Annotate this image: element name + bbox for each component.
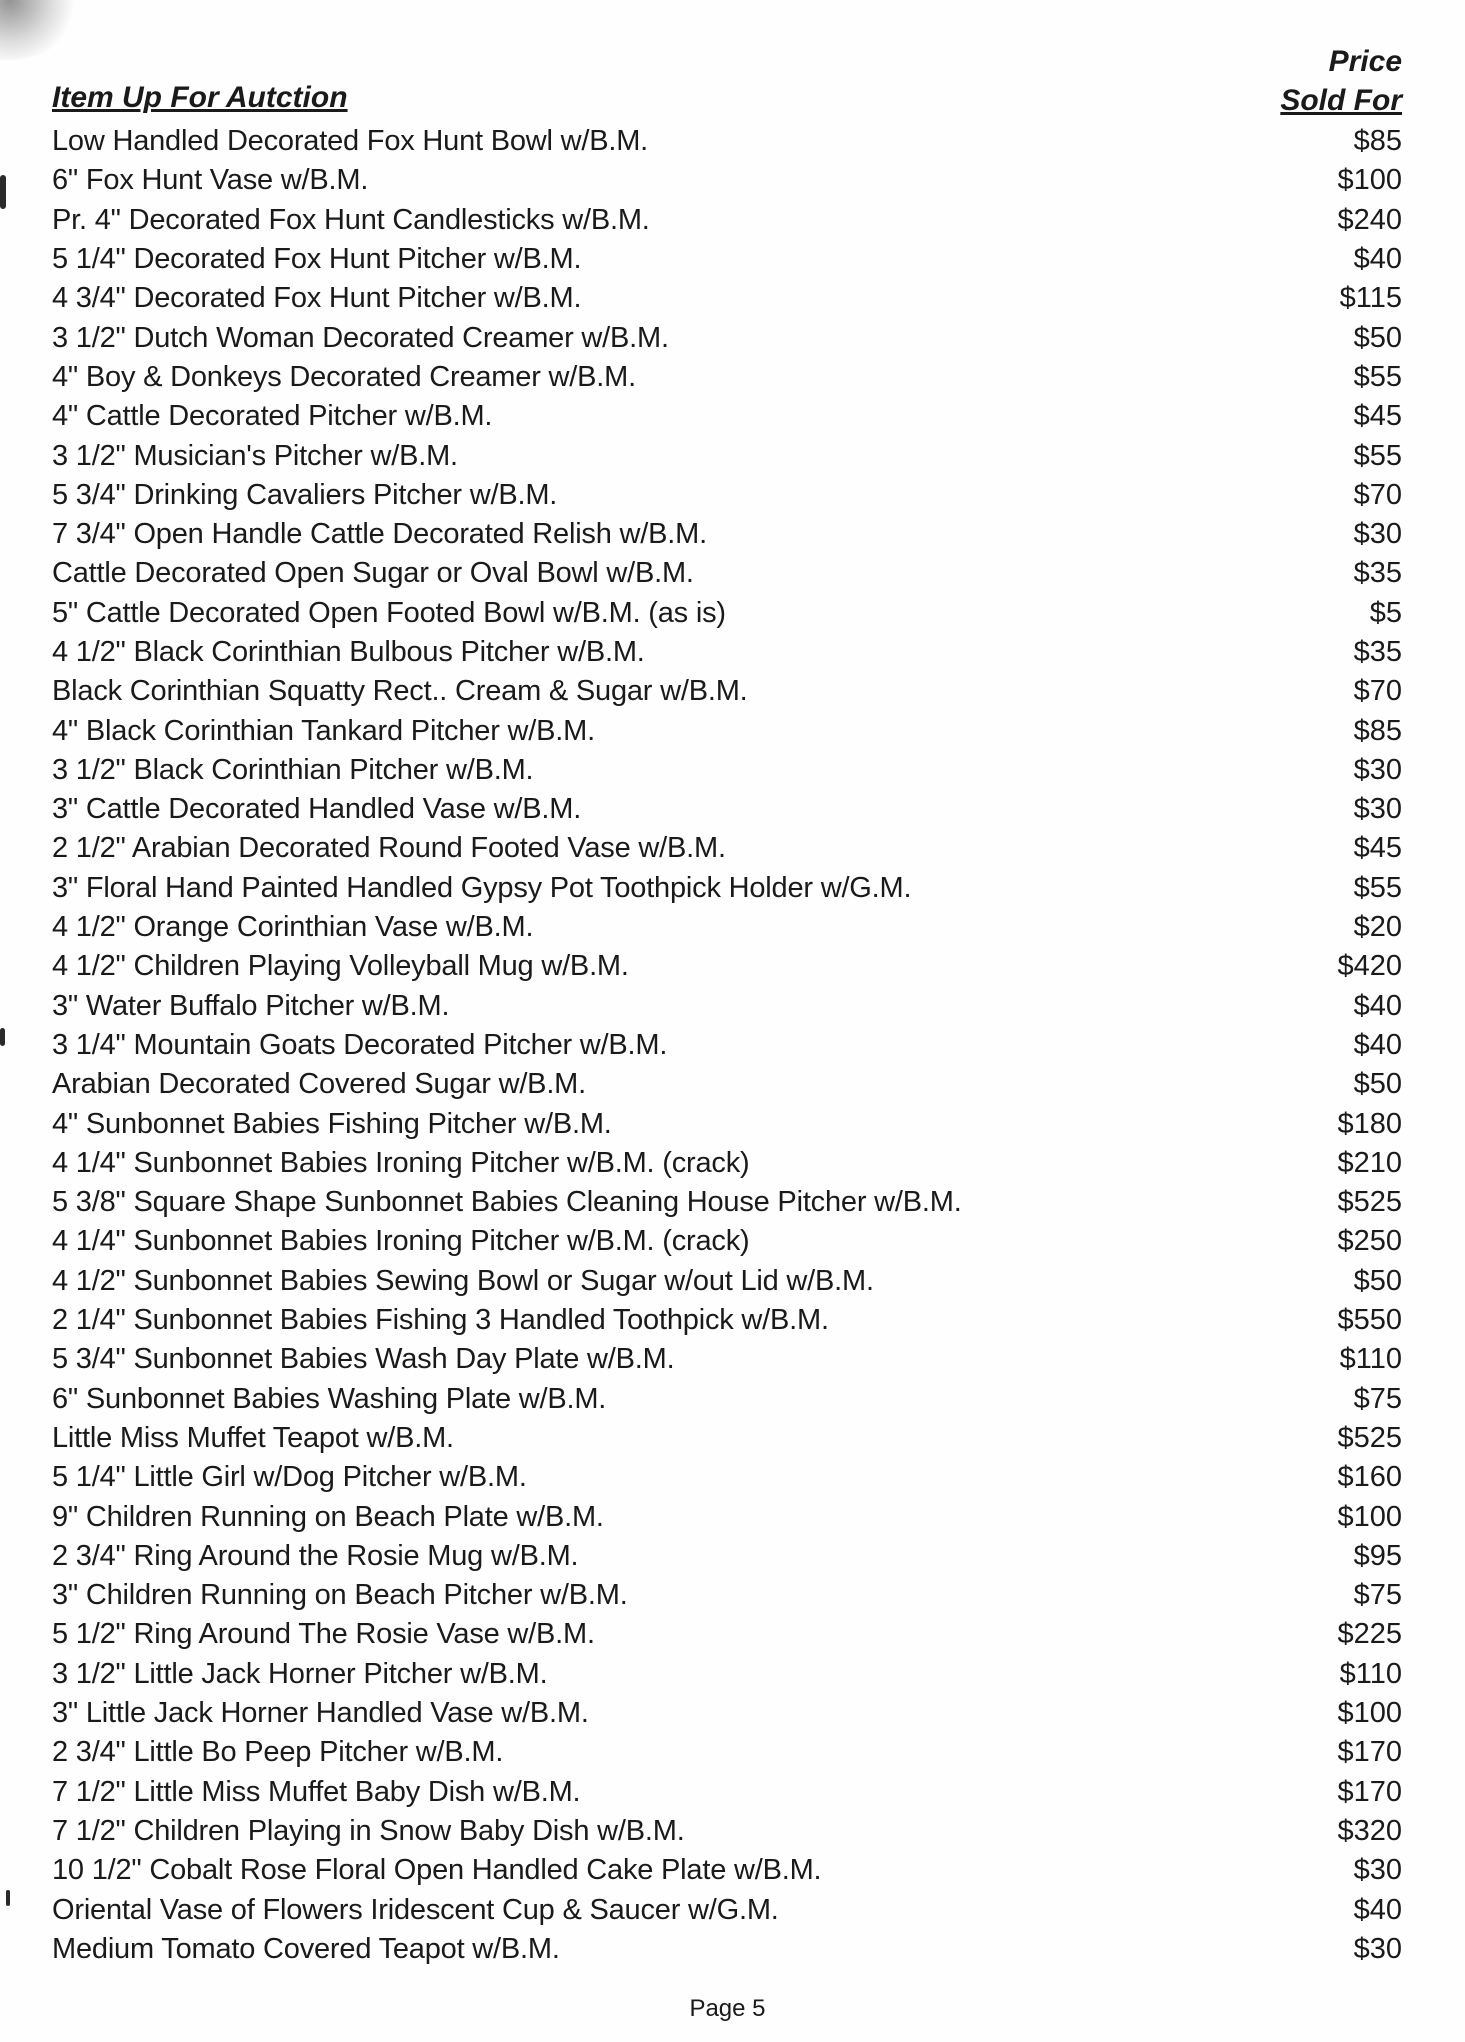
item-price: $210 — [1337, 1146, 1402, 1179]
item-price: $40 — [1353, 1893, 1402, 1926]
item-price: $115 — [1339, 282, 1402, 315]
item-description: Cattle Decorated Open Sugar or Oval Bowl w/B.M. — [52, 557, 694, 590]
item-price: $240 — [1337, 203, 1402, 236]
table-row — [52, 1222, 1402, 1261]
auction-item-list — [52, 122, 1402, 1969]
item-description: 4 3/4" Decorated Fox Hunt Pitcher w/B.M. — [52, 282, 582, 315]
item-price: $75 — [1353, 1382, 1402, 1415]
table-row — [52, 554, 1402, 593]
item-description: 7 1/2" Little Miss Muffet Baby Dish w/B.M. — [52, 1775, 581, 1808]
table-row — [52, 1812, 1402, 1851]
item-description: 5 1/2" Ring Around The Rosie Vase w/B.M. — [52, 1618, 595, 1651]
item-description: 3" Little Jack Horner Handled Vase w/B.M. — [52, 1697, 589, 1730]
item-description: 4" Boy & Donkeys Decorated Creamer w/B.M. — [52, 360, 636, 393]
item-description: 3 1/2" Musician's Pitcher w/B.M. — [52, 439, 458, 472]
price-column-header — [1280, 42, 1402, 120]
binder-hole-mark — [0, 1028, 5, 1046]
table-row — [52, 279, 1402, 318]
item-description: 5 3/4" Sunbonnet Babies Wash Day Plate w/B.M. — [52, 1343, 675, 1376]
page-number: Page 5 — [689, 1995, 766, 2022]
item-description: 3 1/2" Little Jack Horner Pitcher w/B.M. — [52, 1657, 548, 1690]
item-price: $55 — [1353, 439, 1402, 472]
item-description: 3 1/2" Black Corinthian Pitcher w/B.M. — [52, 753, 534, 786]
table-row — [52, 1655, 1402, 1694]
item-price: $45 — [1353, 400, 1402, 433]
item-price: $85 — [1353, 125, 1402, 158]
table-row — [52, 987, 1402, 1026]
item-description: 4 1/2" Sunbonnet Babies Sewing Bowl or Sugar w/out Lid w/B.M. — [52, 1264, 874, 1297]
item-price: $40 — [1353, 1028, 1402, 1061]
table-row — [52, 1458, 1402, 1497]
item-description: 2 1/2" Arabian Decorated Round Footed Vase w/B.M. — [52, 832, 726, 865]
item-description: Medium Tomato Covered Teapot w/B.M. — [52, 1932, 560, 1965]
table-row — [52, 1930, 1402, 1969]
item-description: Arabian Decorated Covered Sugar w/B.M. — [52, 1068, 586, 1101]
item-price: $30 — [1353, 518, 1402, 551]
item-price: $30 — [1353, 1854, 1402, 1887]
item-column-header: Item Up For Autction — [52, 81, 348, 114]
table-row — [52, 240, 1402, 279]
item-price: $550 — [1337, 1304, 1402, 1337]
table-row — [52, 1144, 1402, 1183]
item-price: $110 — [1339, 1657, 1402, 1690]
item-price: $250 — [1337, 1225, 1402, 1258]
table-row — [52, 1301, 1402, 1340]
table-row — [52, 869, 1402, 908]
item-description: 5 3/4" Drinking Cavaliers Pitcher w/B.M. — [52, 478, 558, 511]
item-description: 4 1/2" Children Playing Volleyball Mug w/B.M. — [52, 950, 629, 983]
item-description: 3" Floral Hand Painted Handled Gypsy Pot Toothpick Holder w/G.M. — [52, 871, 912, 904]
item-price: $35 — [1353, 636, 1402, 668]
table-row — [52, 1890, 1402, 1929]
item-description: 10 1/2" Cobalt Rose Floral Open Handled Cake Plate w/B.M. — [52, 1854, 822, 1887]
table-row — [52, 1104, 1402, 1143]
item-price: $55 — [1353, 360, 1402, 393]
item-price: $55 — [1353, 871, 1402, 904]
table-row — [52, 1065, 1402, 1104]
item-description: 5 1/4" Little Girl w/Dog Pitcher w/B.M. — [52, 1461, 527, 1494]
table-row — [52, 1576, 1402, 1615]
item-description: Oriental Vase of Flowers Iridescent Cup & Saucer w/G.M. — [52, 1893, 779, 1926]
table-row — [52, 711, 1402, 750]
item-price: $525 — [1337, 1186, 1402, 1219]
item-price: $180 — [1337, 1107, 1402, 1140]
item-price: $95 — [1353, 1539, 1402, 1572]
item-description: 3" Children Running on Beach Pitcher w/B.M. — [52, 1579, 628, 1612]
table-row — [52, 397, 1402, 436]
table-row — [52, 1183, 1402, 1222]
item-description: 2 3/4" Ring Around the Rosie Mug w/B.M. — [52, 1539, 579, 1572]
item-description: Pr. 4" Decorated Fox Hunt Candlesticks w/B.M. — [52, 203, 650, 236]
table-row — [52, 1026, 1402, 1065]
table-row — [52, 1615, 1402, 1654]
table-row — [52, 161, 1402, 200]
item-price: $110 — [1339, 1343, 1402, 1376]
item-description: 4 1/4" Sunbonnet Babies Ironing Pitcher w/B.M. (crack) — [52, 1225, 750, 1258]
table-row — [52, 1537, 1402, 1576]
table-row — [52, 1694, 1402, 1733]
table-row — [52, 515, 1402, 554]
table-row — [52, 318, 1402, 357]
item-description: Black Corinthian Squatty Rect.. Cream & Sugar w/B.M. — [52, 675, 748, 708]
item-price: $420 — [1337, 950, 1402, 983]
item-price: $170 — [1337, 1736, 1402, 1769]
item-description: 3 1/2" Dutch Woman Decorated Creamer w/B.M. — [52, 321, 669, 354]
item-description: 7 3/4" Open Handle Cattle Decorated Relish w/B.M. — [52, 518, 707, 551]
item-price: $45 — [1353, 832, 1402, 865]
table-row — [52, 1262, 1402, 1301]
item-description: 6" Sunbonnet Babies Washing Plate w/B.M. — [52, 1382, 607, 1415]
table-header — [52, 42, 1402, 122]
item-description: Low Handled Decorated Fox Hunt Bowl w/B.M. — [52, 125, 649, 158]
item-price: $30 — [1353, 1932, 1402, 1965]
item-description: 2 3/4" Little Bo Peep Pitcher w/B.M. — [52, 1736, 504, 1769]
item-description: Little Miss Muffet Teapot w/B.M. — [52, 1421, 454, 1454]
table-row — [52, 908, 1402, 947]
item-description: 4 1/2" Orange Corinthian Vase w/B.M. — [52, 911, 534, 944]
table-row — [52, 1772, 1402, 1811]
table-row — [52, 1419, 1402, 1458]
table-row — [52, 436, 1402, 475]
item-description: 9" Children Running on Beach Plate w/B.M. — [52, 1500, 604, 1533]
item-price: $225 — [1337, 1618, 1402, 1651]
item-price: $100 — [1337, 164, 1402, 197]
table-row — [52, 633, 1402, 672]
item-description: 5 3/8" Square Shape Sunbonnet Babies Cleaning House Pitcher w/B.M. — [52, 1186, 962, 1219]
table-row — [52, 672, 1402, 711]
table-row — [52, 790, 1402, 829]
item-price: $40 — [1353, 989, 1402, 1022]
item-description: 3 1/4" Mountain Goats Decorated Pitcher w/B.M. — [52, 1028, 668, 1061]
item-description: 2 1/4" Sunbonnet Babies Fishing 3 Handled Toothpick w/B.M. — [52, 1304, 829, 1337]
table-row — [52, 1851, 1402, 1890]
binder-hole-mark — [0, 175, 6, 209]
table-row — [52, 594, 1402, 633]
item-description: 4 1/4" Sunbonnet Babies Ironing Pitcher w/B.M. (crack) — [52, 1146, 750, 1179]
item-price: $50 — [1353, 321, 1402, 354]
page-footer — [0, 1995, 1465, 2023]
item-description: 4 1/2" Black Corinthian Bulbous Pitcher w/B.M. — [52, 636, 645, 668]
table-row — [52, 947, 1402, 986]
item-price: $30 — [1353, 793, 1402, 826]
item-description: 3" Water Buffalo Pitcher w/B.M. — [52, 989, 450, 1022]
table-row — [52, 1733, 1402, 1772]
item-price: $70 — [1353, 478, 1402, 511]
item-price: $30 — [1353, 753, 1402, 786]
item-price: $50 — [1353, 1264, 1402, 1297]
table-row — [52, 1340, 1402, 1379]
item-description: 4" Sunbonnet Babies Fishing Pitcher w/B.M. — [52, 1107, 612, 1140]
table-row — [52, 476, 1402, 515]
item-price: $525 — [1337, 1421, 1402, 1454]
item-price: $40 — [1353, 243, 1402, 276]
item-price: $170 — [1337, 1775, 1402, 1808]
item-price: $70 — [1353, 675, 1402, 708]
item-price: $35 — [1353, 557, 1402, 590]
price-header-bottom: Sold For — [1280, 84, 1402, 117]
item-description: 5" Cattle Decorated Open Footed Bowl w/B.M. (as is) — [52, 596, 726, 629]
item-description: 6" Fox Hunt Vase w/B.M. — [52, 164, 369, 197]
item-price: $20 — [1353, 911, 1402, 944]
table-row — [52, 122, 1402, 161]
table-row — [52, 1380, 1402, 1419]
table-row — [52, 201, 1402, 240]
item-description: 4" Cattle Decorated Pitcher w/B.M. — [52, 400, 493, 433]
item-price: $5 — [1369, 596, 1402, 629]
item-price: $50 — [1353, 1068, 1402, 1101]
table-row — [52, 829, 1402, 868]
item-price: $85 — [1353, 714, 1402, 747]
item-description: 3" Cattle Decorated Handled Vase w/B.M. — [52, 793, 582, 826]
item-price: $100 — [1337, 1500, 1402, 1533]
price-header-top: Price — [1328, 45, 1402, 78]
item-description: 5 1/4" Decorated Fox Hunt Pitcher w/B.M. — [52, 243, 582, 276]
table-row — [52, 358, 1402, 397]
table-row — [52, 1497, 1402, 1536]
item-price: $160 — [1337, 1461, 1402, 1494]
item-price: $100 — [1337, 1697, 1402, 1730]
item-description: 7 1/2" Children Playing in Snow Baby Dish w/B.M. — [52, 1814, 685, 1847]
item-price: $320 — [1337, 1814, 1402, 1847]
table-row — [52, 751, 1402, 790]
item-description: 4" Black Corinthian Tankard Pitcher w/B.M. — [52, 714, 595, 747]
binder-hole-mark — [6, 1890, 10, 1906]
item-price: $75 — [1353, 1579, 1402, 1612]
